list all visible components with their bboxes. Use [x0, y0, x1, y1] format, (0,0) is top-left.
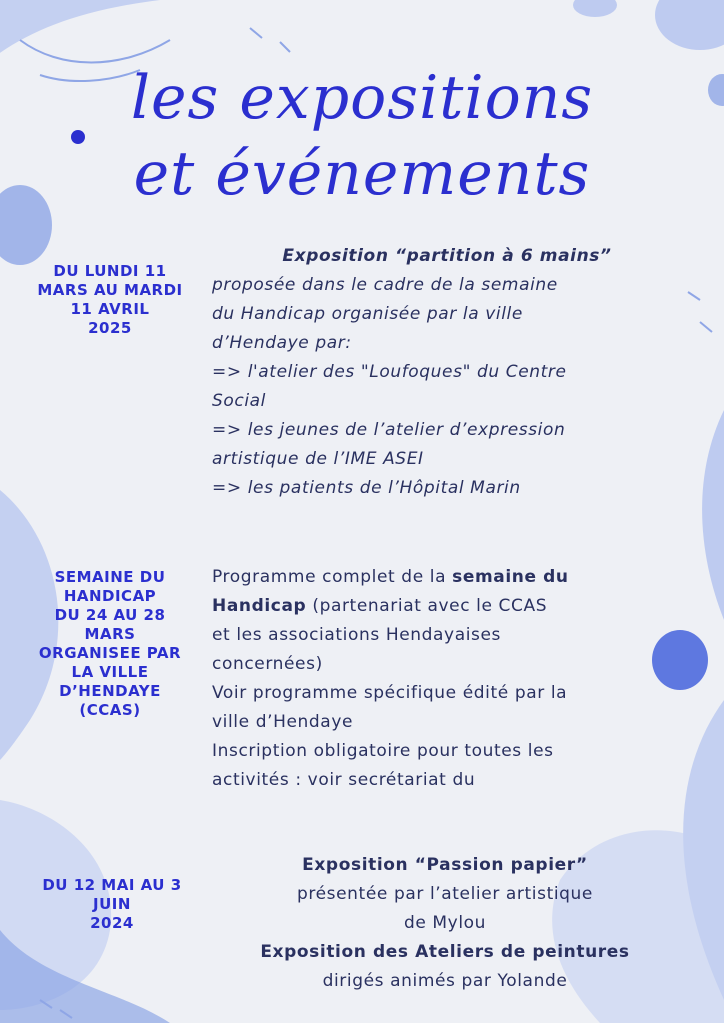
event-3-heading-1: Exposition “Passion papier”	[302, 855, 588, 875]
event-3-description: Exposition “Passion papier” présentée par l’atelier artistique de Mylou Exposition des Ateliers de peintures dirigés animés par Yolande	[205, 851, 685, 996]
page-title-line-2: et événements	[133, 139, 591, 209]
page-title-line-1: les expositions	[130, 63, 594, 133]
event-1-description: Exposition “partition à 6 mains” proposée dans le cadre de la semaine du Handicap organisée par la ville d’Hendaye par: => l'atelier des "Loufoques" du Centre Social => les jeunes de l’atelier d’expression artistique de l’IME ASEI => les patients de l’Hôpital Marin	[212, 242, 682, 503]
event-2-date: SEMAINE DU HANDICAP DU 24 AU 28 MARS ORGANISEE PAR LA VILLE D’HENDAYE (CCAS)	[38, 568, 182, 719]
event-2-description: Programme complet de la semaine du Handicap (partenariat avec le CCAS et les associations Hendayaises concernées) Voir programme spécifique édité par la ville d’Hendaye Inscription obligatoire pour toutes les activités : voir secrétariat du	[212, 567, 569, 790]
event-3-date: DU 12 MAI AU 3 JUIN 2024	[42, 876, 182, 932]
event-3-heading-2: Exposition des Ateliers de peintures	[260, 942, 630, 962]
event-1-heading: Exposition “partition à 6 mains”	[282, 246, 612, 266]
event-1-date: DU LUNDI 11 MARS AU MARDI 11 AVRIL 2025	[37, 262, 183, 337]
